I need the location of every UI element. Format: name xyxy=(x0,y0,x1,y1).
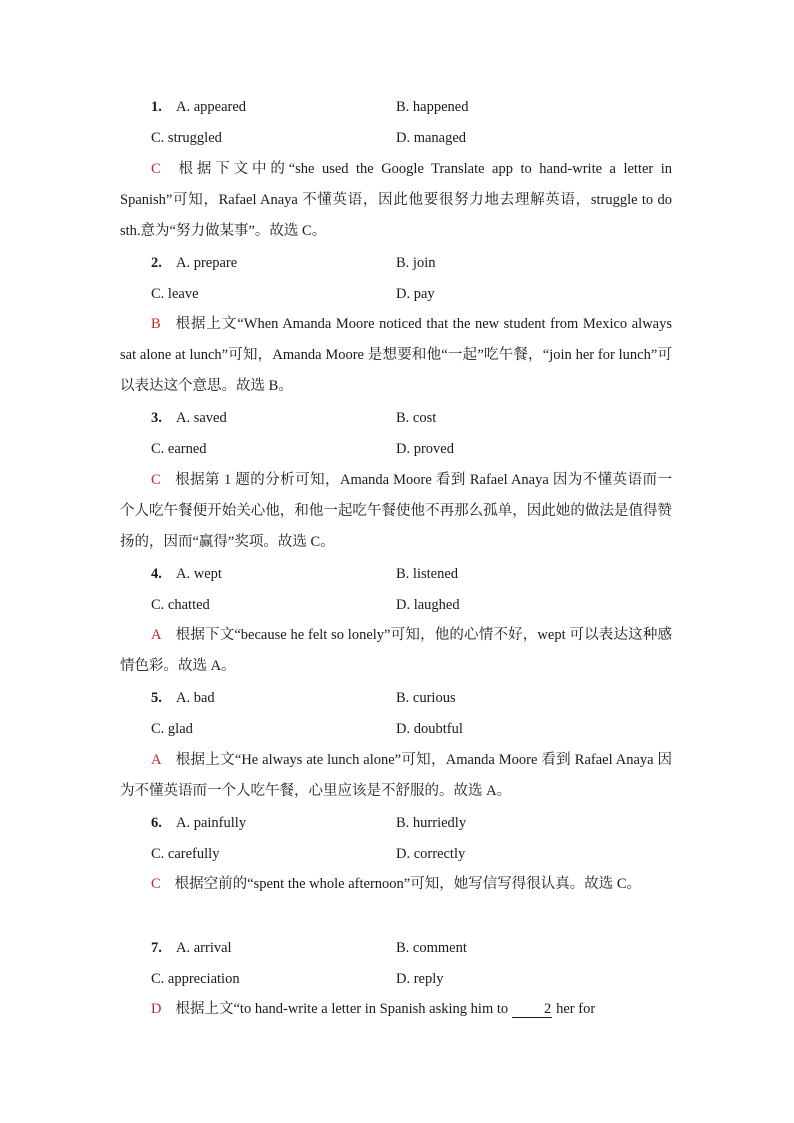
option-c: C. earned xyxy=(151,441,207,457)
options-row-1 xyxy=(0,407,794,429)
answer-letter: D xyxy=(151,1001,162,1017)
question-number: 7. xyxy=(151,940,162,956)
options-row-1 xyxy=(0,687,794,709)
options-row-1 xyxy=(0,96,794,118)
option-a: A. arrival xyxy=(176,940,232,956)
explanation xyxy=(120,620,672,682)
explanation-text: 根据下文中的“she used the Google Translate app to hand-write a letter in Spanish”可知，Rafael Anaya 不懂英语，因此他要很努力地去理解英语，struggle to do sth.意为“努力做某事”。故选 C。 xyxy=(120,161,672,239)
options-row-2 xyxy=(0,127,794,149)
explanation xyxy=(120,994,672,1025)
answer-letter: B xyxy=(151,316,161,332)
question-number: 2. xyxy=(151,255,162,271)
answer-letter: A xyxy=(151,752,162,768)
option-c: C. struggled xyxy=(151,130,222,146)
option-a: A. wept xyxy=(176,566,222,582)
options-row-2 xyxy=(0,438,794,460)
option-d: D. pay xyxy=(396,286,435,302)
question-number: 1. xyxy=(151,99,162,115)
answer-letter: C xyxy=(151,876,161,892)
options-row-1 xyxy=(0,812,794,834)
option-c: C. carefully xyxy=(151,846,220,862)
options-row-1 xyxy=(0,563,794,585)
options-row-1 xyxy=(0,252,794,274)
options-row-2 xyxy=(0,594,794,616)
explanation-text: 根据空前的“spent the whole afternoon”可知，她写信写得很认真。故选 C。 xyxy=(174,876,642,892)
option-b: B. listened xyxy=(396,566,459,582)
fill-blank: 2 xyxy=(512,1001,552,1018)
explanation xyxy=(120,465,672,558)
question-number: 4. xyxy=(151,566,162,582)
explanation xyxy=(120,309,672,402)
options-row-2 xyxy=(0,968,794,990)
question-number: 5. xyxy=(151,690,162,706)
option-a: A. saved xyxy=(176,410,227,426)
question-number: 6. xyxy=(151,815,162,831)
option-b: B. curious xyxy=(396,690,456,706)
option-b: B. cost xyxy=(396,410,437,426)
options-row-2 xyxy=(0,843,794,865)
explanation-text: 根据上文“to hand-write a letter in Spanish asking him to xyxy=(175,1001,509,1017)
option-d: D. laughed xyxy=(396,597,460,613)
explanation-text: 根据下文“because he felt so lonely”可知，他的心情不好，wept 可以表达这种感情色彩。故选 A。 xyxy=(120,627,672,674)
options-row-1 xyxy=(0,937,794,959)
option-b: B. join xyxy=(396,255,436,271)
option-c: C. chatted xyxy=(151,597,210,613)
option-c: C. glad xyxy=(151,721,193,737)
explanation-text: 根据上文“He always ate lunch alone”可知，Amanda Moore 看到 Rafael Anaya 因为不懂英语而一个人吃午餐，心里应该是不舒服的。故选 A。 xyxy=(120,752,672,799)
option-c: C. leave xyxy=(151,286,199,302)
explanation xyxy=(120,154,672,247)
option-c: C. appreciation xyxy=(151,971,240,987)
option-d: D. reply xyxy=(396,971,444,987)
explanation xyxy=(120,869,672,900)
option-d: D. doubtful xyxy=(396,721,463,737)
answer-letter: C xyxy=(151,472,161,488)
answer-letter: C xyxy=(151,161,161,177)
options-row-2 xyxy=(0,283,794,305)
explanation-text: 根据上文“When Amanda Moore noticed that the new student from Mexico always sat alone at lunch”可知，Amanda Moore 是想要和他“一起”吃午餐，“join her for lunch”可以表达这个意思。故选 B。 xyxy=(120,316,672,394)
option-a: A. painfully xyxy=(176,815,247,831)
question-number: 3. xyxy=(151,410,162,426)
option-b: B. comment xyxy=(396,940,467,956)
option-d: D. managed xyxy=(396,130,467,146)
option-b: B. hurriedly xyxy=(396,815,467,831)
options-row-2 xyxy=(0,718,794,740)
option-a: A. bad xyxy=(176,690,215,706)
explanation-text: 根据第 1 题的分析可知，Amanda Moore 看到 Rafael Anaya 因为不懂英语而一个人吃午餐便开始关心他，和他一起吃午餐使他不再那么孤单，因此她的做法是值得赞扬的，因而“赢得”奖项。故选 C。 xyxy=(120,472,672,550)
option-d: D. correctly xyxy=(396,846,466,862)
option-a: A. prepare xyxy=(176,255,238,271)
answer-letter: A xyxy=(151,627,162,643)
explanation-text-cont: her for xyxy=(556,1001,596,1017)
option-b: B. happened xyxy=(396,99,469,115)
explanation xyxy=(120,745,672,807)
option-d: D. proved xyxy=(396,441,454,457)
option-a: A. appeared xyxy=(176,99,247,115)
